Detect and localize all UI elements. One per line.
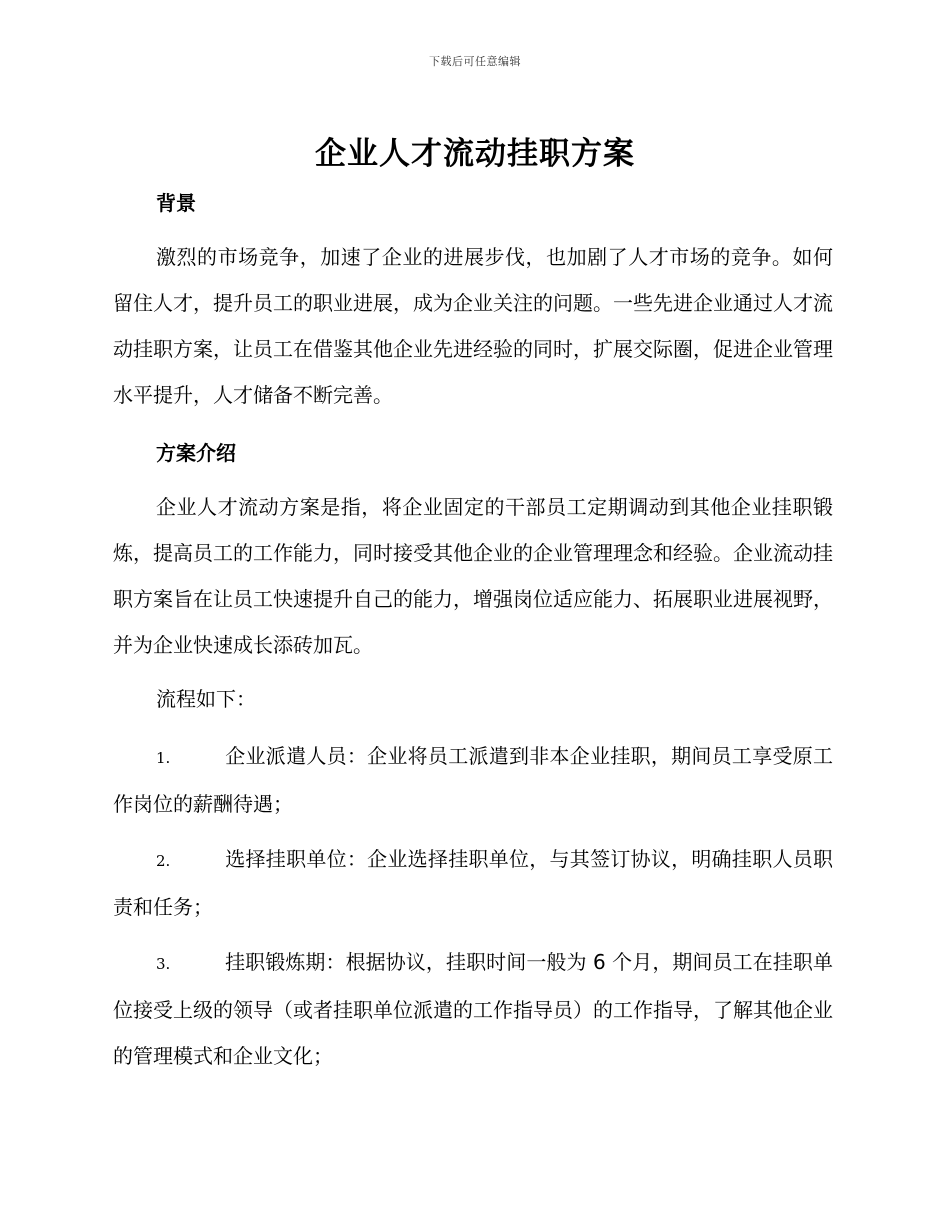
list-item-text: 挂职锻炼期：根据协议，挂职时间一般为 6 个月，期间员工在挂职单位接受上级的领导（或者挂职单位派遣的工作指导员）的工作指导，了解其他企业的管理模式和企业文化； <box>113 950 833 1068</box>
list-item-step-3 <box>113 939 833 1079</box>
list-item-step-2 <box>113 836 833 930</box>
intro-paragraph: 企业人才流动方案是指，将企业固定的干部员工定期调动到其他企业挂职锻炼，提高员工的工作能力，同时接受其他企业的企业管理理念和经验。企业流动挂职方案旨在让员工快速提升自己的能力，增强岗位适应能力、拓展职业进展视野，并为企业快速成长添砖加瓦。 <box>113 495 833 657</box>
list-item-step-1 <box>113 733 833 827</box>
section-heading-intro: 方案介绍 <box>156 441 236 465</box>
process-label: 流程如下： <box>156 687 256 711</box>
list-item-text: 企业派遣人员：企业将员工派遣到非本企业挂职，期间员工享受原工作岗位的薪酬待遇； <box>113 744 833 816</box>
page-header-note: 下载后可任意编辑 <box>429 55 521 68</box>
section-heading-background: 背景 <box>156 191 196 215</box>
list-number: 1. <box>156 749 171 767</box>
list-number: 3. <box>156 955 171 973</box>
list-number: 2. <box>156 852 171 870</box>
background-paragraph: 激烈的市场竞争，加速了企业的进展步伐，也加剧了人才市场的竞争。如何留住人才，提升员工的职业进展，成为企业关注的问题。一些先进企业通过人才流动挂职方案，让员工在借鉴其他企业先进经验的同时，扩展交际圈，促进企业管理水平提升，人才储备不断完善。 <box>113 245 833 407</box>
document-title: 企业人才流动挂职方案 <box>315 136 635 172</box>
list-item-text: 选择挂职单位：企业选择挂职单位，与其签订协议，明确挂职人员职责和任务； <box>113 847 833 919</box>
